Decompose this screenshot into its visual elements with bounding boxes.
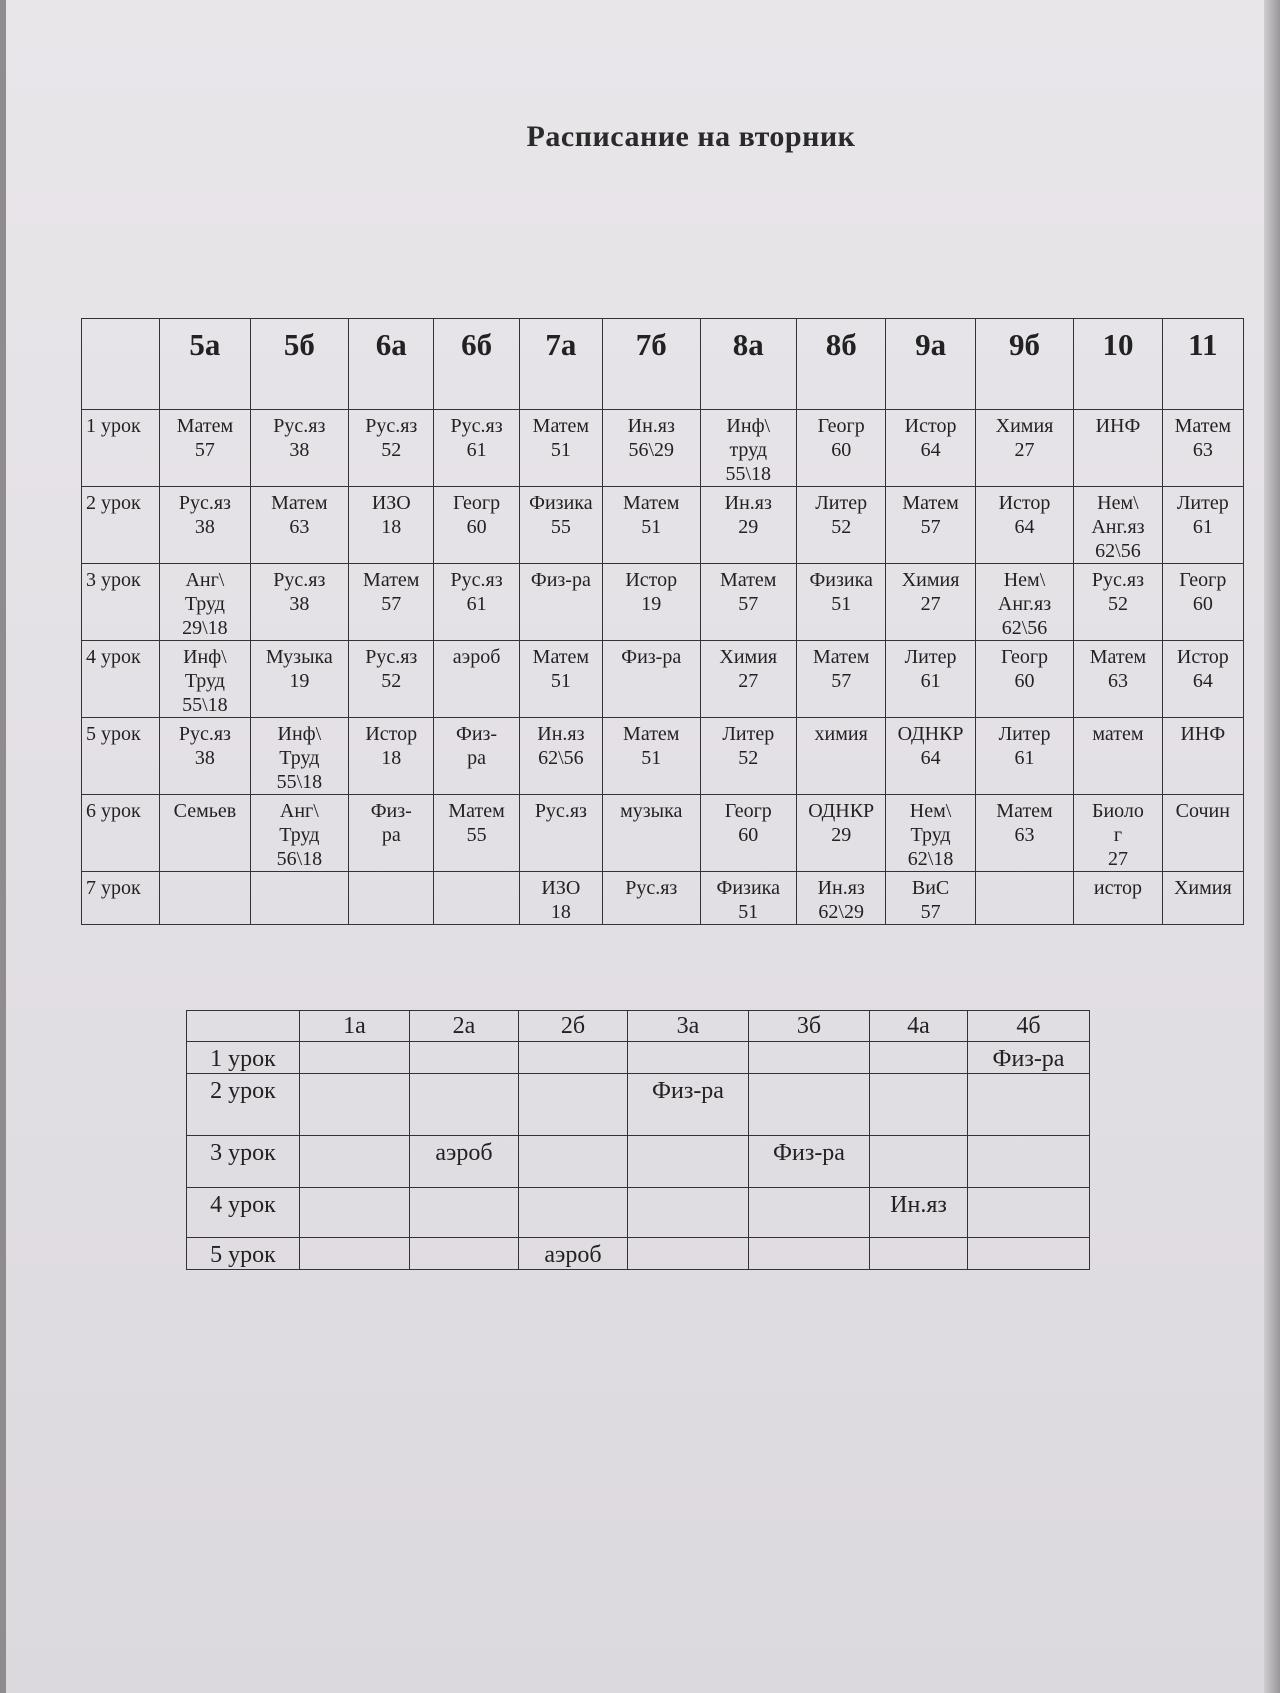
- schedule-cell: ВиС 57: [886, 872, 975, 925]
- schedule-cell: Химия 27: [975, 410, 1074, 487]
- column-header: 3б: [749, 1011, 870, 1042]
- column-header: 4а: [870, 1011, 968, 1042]
- schedule-cell: Физика 51: [700, 872, 796, 925]
- schedule-cell: [870, 1074, 968, 1136]
- schedule-cell: Физ-ра: [968, 1042, 1090, 1074]
- schedule-cell: [870, 1136, 968, 1188]
- row-label: 3 урок: [82, 564, 160, 641]
- table-row: [187, 1188, 1090, 1238]
- row-label: 5 урок: [187, 1238, 300, 1270]
- column-header: 6а: [349, 319, 434, 410]
- schedule-cell: Литер 52: [700, 718, 796, 795]
- schedule-cell: Ин.яз 62\29: [797, 872, 886, 925]
- schedule-cell: Рус.яз 61: [434, 410, 519, 487]
- schedule-cell: Нем\ Труд 62\18: [886, 795, 975, 872]
- schedule-cell: [968, 1238, 1090, 1270]
- schedule-cell: [749, 1188, 870, 1238]
- schedule-cell: Матем 57: [700, 564, 796, 641]
- row-label: 6 урок: [82, 795, 160, 872]
- schedule-cell: Инф\ Труд 55\18: [160, 641, 250, 718]
- schedule-cell: [628, 1136, 749, 1188]
- schedule-cell: Нем\ Анг.яз 62\56: [975, 564, 1074, 641]
- schedule-cell: Рус.яз 61: [434, 564, 519, 641]
- schedule-cell: Литер 61: [886, 641, 975, 718]
- schedule-cell: Ин.яз: [870, 1188, 968, 1238]
- schedule-cell: Физ-ра: [519, 564, 602, 641]
- schedule-cell: Геогр 60: [975, 641, 1074, 718]
- schedule-cell: Истор 19: [603, 564, 701, 641]
- schedule-cell: Рус.яз 38: [160, 718, 250, 795]
- schedule-cell: Литер 61: [975, 718, 1074, 795]
- schedule-cell: Физ-ра: [628, 1074, 749, 1136]
- main-schedule-table: [81, 318, 1244, 925]
- page-title: Расписание на вторник: [526, 120, 856, 153]
- schedule-cell: [349, 872, 434, 925]
- schedule-cell: Матем 51: [603, 487, 701, 564]
- row-label: 4 урок: [187, 1188, 300, 1238]
- schedule-cell: Нем\ Анг.яз 62\56: [1074, 487, 1162, 564]
- schedule-cell: Матем 57: [797, 641, 886, 718]
- schedule-cell: [519, 1188, 628, 1238]
- schedule-cell: Матем 57: [349, 564, 434, 641]
- column-header: 8б: [797, 319, 886, 410]
- row-label: 1 урок: [187, 1042, 300, 1074]
- column-header: 3а: [628, 1011, 749, 1042]
- column-header: 2б: [519, 1011, 628, 1042]
- schedule-cell: Геогр 60: [797, 410, 886, 487]
- page-edge-shadow: [1264, 0, 1280, 1693]
- schedule-cell: аэроб: [410, 1136, 519, 1188]
- table-row: [82, 564, 1244, 641]
- table-row: [82, 718, 1244, 795]
- table-row: [187, 1238, 1090, 1270]
- schedule-cell: [519, 1074, 628, 1136]
- schedule-cell: [410, 1238, 519, 1270]
- schedule-cell: Физ- ра: [434, 718, 519, 795]
- column-header: 4б: [968, 1011, 1090, 1042]
- schedule-cell: Рус.яз 52: [349, 641, 434, 718]
- schedule-cell: ИЗО 18: [519, 872, 602, 925]
- schedule-cell: Ин.яз 56\29: [603, 410, 701, 487]
- schedule-cell: Физика 51: [797, 564, 886, 641]
- schedule-cell: Сочин: [1162, 795, 1243, 872]
- schedule-cell: [300, 1238, 410, 1270]
- schedule-cell: Семьев: [160, 795, 250, 872]
- row-label: 2 урок: [187, 1074, 300, 1136]
- schedule-cell: Рус.яз 38: [250, 410, 349, 487]
- schedule-cell: Ин.яз 29: [700, 487, 796, 564]
- schedule-cell: [968, 1074, 1090, 1136]
- schedule-cell: Рус.яз 52: [1074, 564, 1162, 641]
- row-label: 2 урок: [82, 487, 160, 564]
- schedule-cell: [300, 1042, 410, 1074]
- schedule-cell: музыка: [603, 795, 701, 872]
- schedule-cell: Матем 63: [1162, 410, 1243, 487]
- schedule-cell: химия: [797, 718, 886, 795]
- schedule-cell: [628, 1188, 749, 1238]
- row-label: 3 урок: [187, 1136, 300, 1188]
- column-header: 10: [1074, 319, 1162, 410]
- schedule-cell: Литер 61: [1162, 487, 1243, 564]
- schedule-cell: [870, 1238, 968, 1270]
- schedule-cell: Химия: [1162, 872, 1243, 925]
- schedule-cell: [968, 1136, 1090, 1188]
- schedule-cell: Физ-ра: [749, 1136, 870, 1188]
- schedule-cell: [300, 1074, 410, 1136]
- row-label: 4 урок: [82, 641, 160, 718]
- schedule-cell: Истор 64: [975, 487, 1074, 564]
- column-header: 7б: [603, 319, 701, 410]
- column-header: 9а: [886, 319, 975, 410]
- schedule-cell: Ин.яз 62\56: [519, 718, 602, 795]
- schedule-cell: Физика 55: [519, 487, 602, 564]
- schedule-cell: [434, 872, 519, 925]
- primary-schedule-table: [186, 1010, 1090, 1270]
- schedule-cell: Матем 57: [160, 410, 250, 487]
- schedule-cell: ИНФ: [1074, 410, 1162, 487]
- table-row: [187, 1136, 1090, 1188]
- schedule-cell: [749, 1238, 870, 1270]
- row-label: 5 урок: [82, 718, 160, 795]
- table-row: [82, 641, 1244, 718]
- schedule-cell: [519, 1136, 628, 1188]
- schedule-cell: Геогр 60: [1162, 564, 1243, 641]
- small-header-row: [187, 1011, 1090, 1042]
- schedule-cell: Рус.яз: [519, 795, 602, 872]
- corner-cell: [82, 319, 160, 410]
- schedule-cell: [160, 872, 250, 925]
- schedule-cell: истор: [1074, 872, 1162, 925]
- schedule-cell: [628, 1238, 749, 1270]
- schedule-cell: [300, 1188, 410, 1238]
- schedule-cell: Анг\ Труд 29\18: [160, 564, 250, 641]
- column-header: 1а: [300, 1011, 410, 1042]
- schedule-cell: Рус.яз 38: [250, 564, 349, 641]
- column-header: 7а: [519, 319, 602, 410]
- schedule-cell: Матем 57: [886, 487, 975, 564]
- schedule-cell: Химия 27: [886, 564, 975, 641]
- table-row: [82, 795, 1244, 872]
- schedule-cell: Геогр 60: [700, 795, 796, 872]
- schedule-cell: Литер 52: [797, 487, 886, 564]
- column-header: 6б: [434, 319, 519, 410]
- column-header: 8а: [700, 319, 796, 410]
- column-header: 9б: [975, 319, 1074, 410]
- row-label: 1 урок: [82, 410, 160, 487]
- schedule-cell: Музыка 19: [250, 641, 349, 718]
- table-row: [82, 872, 1244, 925]
- row-label: 7 урок: [82, 872, 160, 925]
- schedule-cell: Истор 64: [1162, 641, 1243, 718]
- schedule-cell: [410, 1042, 519, 1074]
- table-row: [82, 410, 1244, 487]
- corner-cell: [187, 1011, 300, 1042]
- table-row: [187, 1042, 1090, 1074]
- main-header-row: [82, 319, 1244, 410]
- schedule-cell: [628, 1042, 749, 1074]
- schedule-cell: Истор 18: [349, 718, 434, 795]
- schedule-cell: [968, 1188, 1090, 1238]
- schedule-cell: [410, 1074, 519, 1136]
- schedule-cell: Физ-ра: [603, 641, 701, 718]
- schedule-cell: [749, 1074, 870, 1136]
- table-row: [187, 1074, 1090, 1136]
- schedule-cell: Матем 51: [519, 641, 602, 718]
- schedule-cell: Инф\ труд 55\18: [700, 410, 796, 487]
- schedule-cell: Матем 63: [975, 795, 1074, 872]
- column-header: 11: [1162, 319, 1243, 410]
- column-header: 2а: [410, 1011, 519, 1042]
- schedule-cell: ОДНКР 64: [886, 718, 975, 795]
- schedule-cell: Матем 51: [603, 718, 701, 795]
- table-row: [82, 487, 1244, 564]
- schedule-cell: [410, 1188, 519, 1238]
- schedule-cell: Матем 51: [519, 410, 602, 487]
- schedule-cell: аэроб: [434, 641, 519, 718]
- schedule-cell: Химия 27: [700, 641, 796, 718]
- schedule-cell: матем: [1074, 718, 1162, 795]
- schedule-cell: Инф\ Труд 55\18: [250, 718, 349, 795]
- schedule-cell: [300, 1136, 410, 1188]
- schedule-cell: Матем 63: [250, 487, 349, 564]
- schedule-cell: ИЗО 18: [349, 487, 434, 564]
- column-header: 5б: [250, 319, 349, 410]
- schedule-cell: Рус.яз 38: [160, 487, 250, 564]
- schedule-cell: Анг\ Труд 56\18: [250, 795, 349, 872]
- schedule-cell: Геогр 60: [434, 487, 519, 564]
- schedule-cell: Рус.яз: [603, 872, 701, 925]
- schedule-cell: аэроб: [519, 1238, 628, 1270]
- schedule-cell: [870, 1042, 968, 1074]
- schedule-cell: [519, 1042, 628, 1074]
- schedule-cell: [975, 872, 1074, 925]
- paper-sheet: [6, 0, 1264, 1693]
- schedule-cell: Рус.яз 52: [349, 410, 434, 487]
- schedule-cell: ИНФ: [1162, 718, 1243, 795]
- schedule-cell: Матем 63: [1074, 641, 1162, 718]
- schedule-cell: Истор 64: [886, 410, 975, 487]
- schedule-cell: [250, 872, 349, 925]
- column-header: 5а: [160, 319, 250, 410]
- schedule-cell: Физ- ра: [349, 795, 434, 872]
- schedule-cell: ОДНКР 29: [797, 795, 886, 872]
- schedule-cell: [749, 1042, 870, 1074]
- schedule-cell: Матем 55: [434, 795, 519, 872]
- schedule-cell: Биоло г 27: [1074, 795, 1162, 872]
